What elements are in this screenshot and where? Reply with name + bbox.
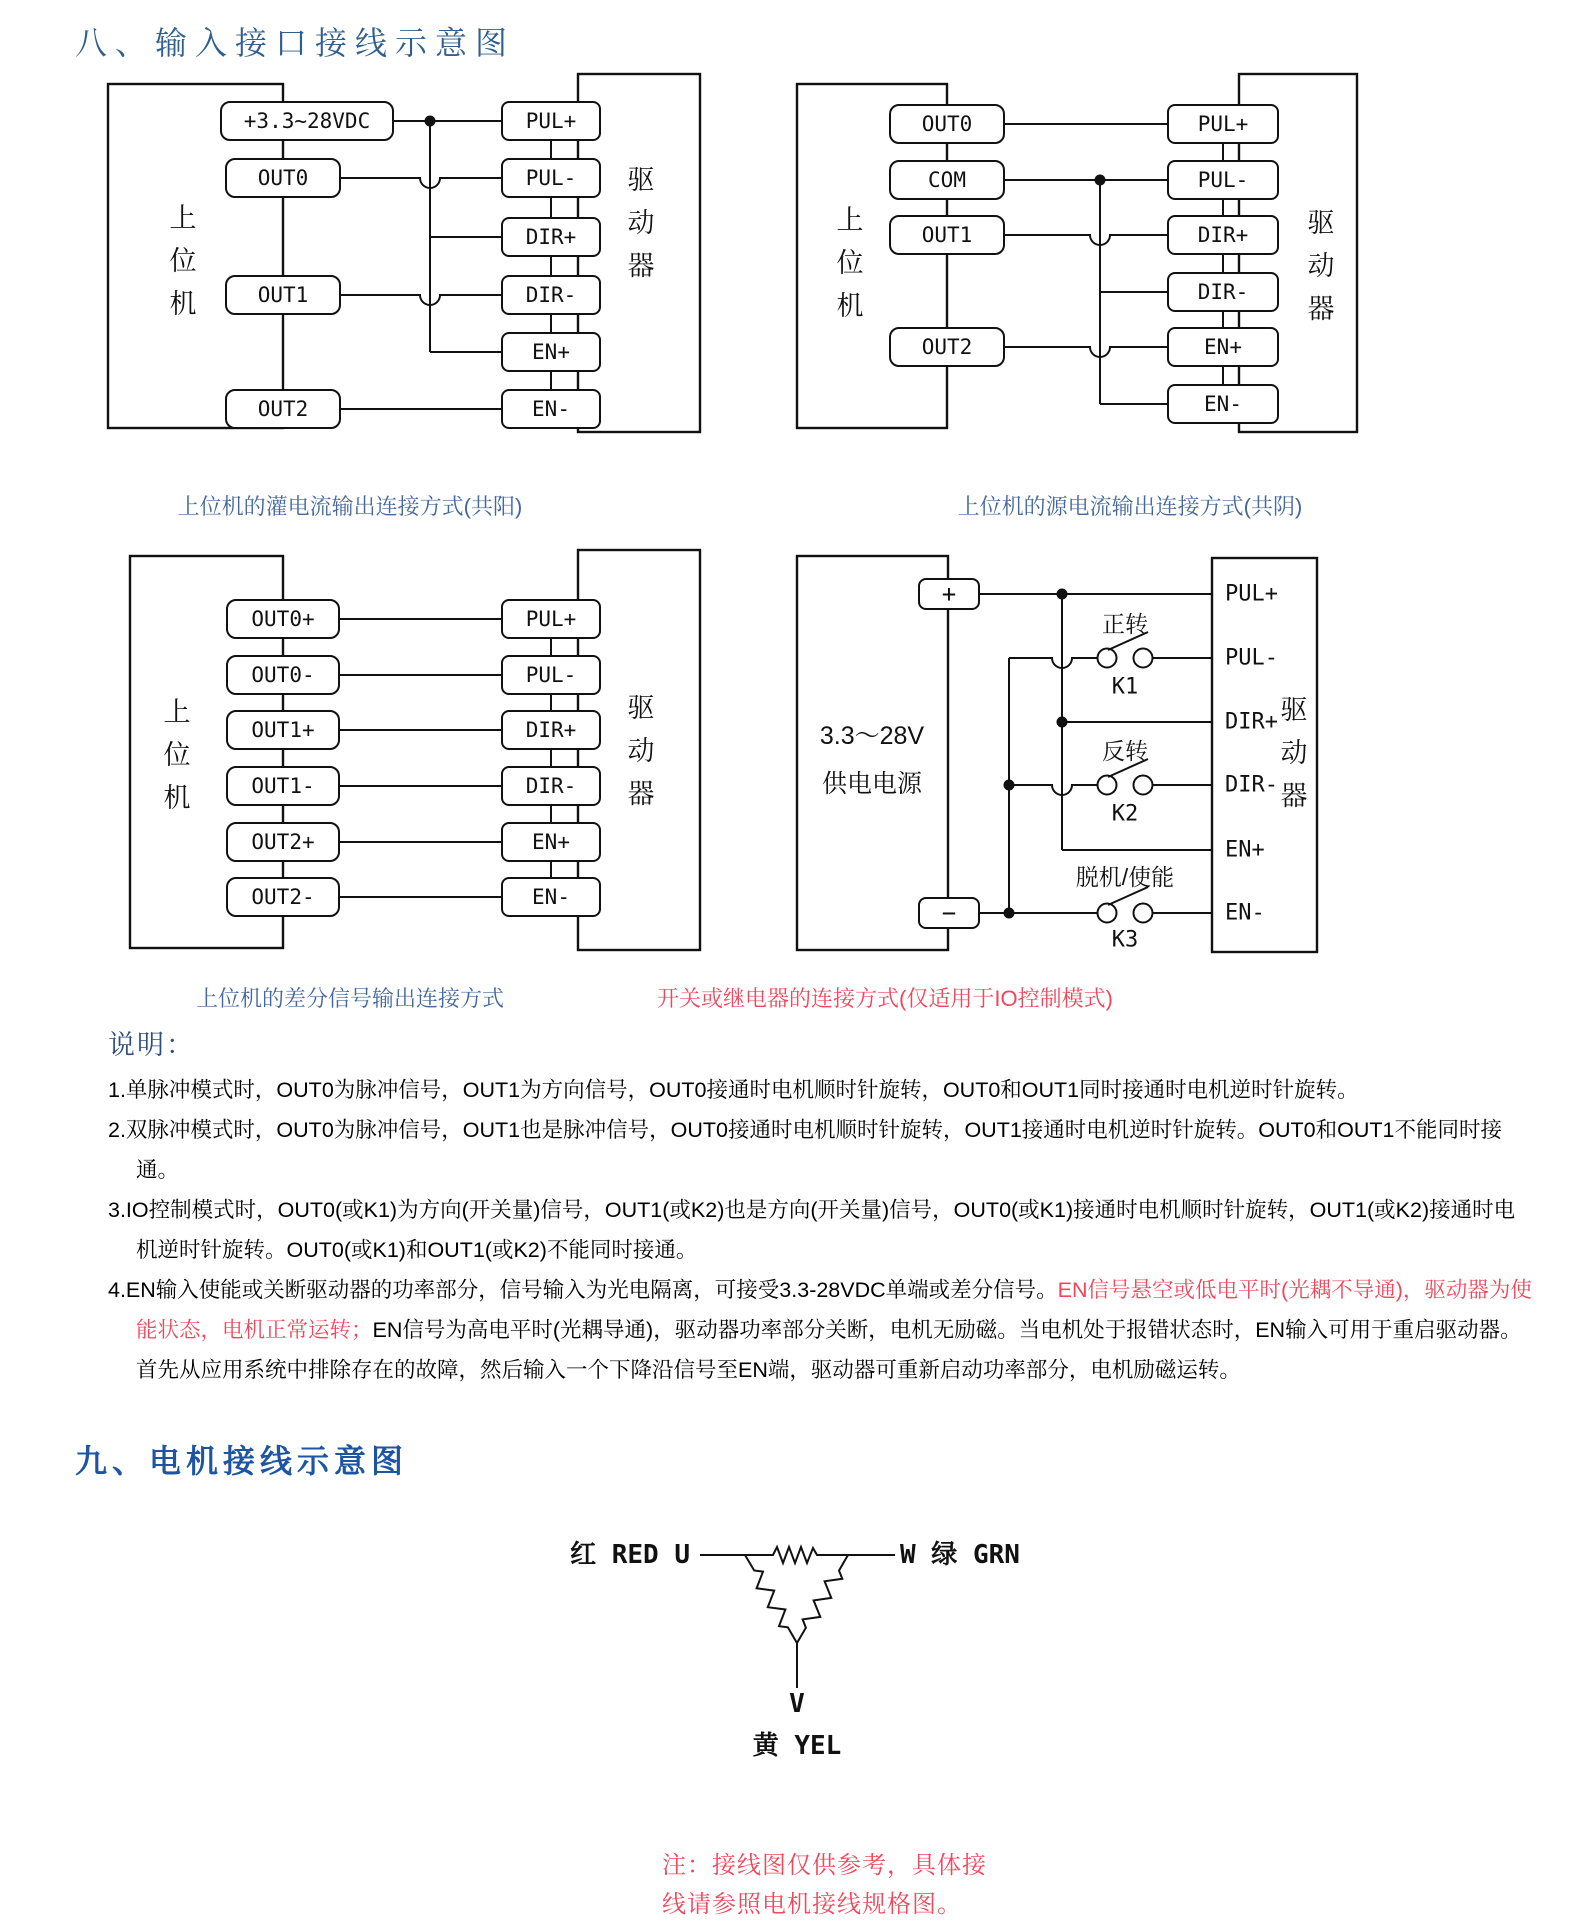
driver-pin-label: PUL- (1197, 168, 1249, 192)
driver-pin-label: DIR- (1197, 280, 1249, 304)
wire-hop (340, 178, 502, 188)
wire-hop (1009, 658, 1097, 668)
driver-pin-label: DIR- (525, 774, 577, 798)
driver-pin-label: EN+ (1204, 335, 1242, 359)
driver-pin-label: DIR+ (525, 225, 577, 249)
driver-pin-label: DIR- (1225, 772, 1278, 798)
driver-pin-label: PUL+ (525, 607, 577, 631)
switch-function-label: 正转 (1102, 611, 1148, 637)
host-label: 位 (169, 246, 197, 276)
switch-contact (1134, 904, 1153, 923)
driver-pin-label: PUL+ (1197, 112, 1249, 136)
motor-wiring-note (662, 1846, 1082, 1924)
power-supply-box (797, 556, 948, 950)
power-supply-label: 供电电源 (821, 770, 923, 798)
differential-output-wiring-diagram (100, 540, 720, 965)
sink-output-wiring-diagram (100, 60, 720, 440)
source-pin-label: OUT2 (921, 335, 973, 359)
plus-label: + (941, 580, 957, 608)
driver-label: 器 (627, 251, 655, 281)
lead-label-yellow-v: 黄 YEL (752, 1731, 842, 1761)
junction-dot (1057, 717, 1068, 728)
diagram-caption-switch: 开关或继电器的连接方式(仅适用于IO控制模式) (657, 986, 1113, 1011)
junction-dot (1004, 780, 1015, 791)
source-pin-label: OUT1- (251, 774, 315, 798)
switch-contact (1134, 649, 1153, 668)
diagram-caption-source: 上位机的源电流输出连接方式(共阴) (957, 494, 1303, 519)
switch-contact (1098, 649, 1117, 668)
driver-pin-label: DIR+ (525, 718, 577, 742)
section9-title: 九、电机接线示意图 (75, 1443, 409, 1479)
source-pin-label: OUT0- (251, 663, 315, 687)
host-label: 上 (169, 203, 197, 233)
notes-section (108, 1024, 1532, 1390)
source-pin-label: OUT2+ (251, 830, 315, 854)
host-label: 位 (836, 248, 864, 278)
switch-function-label: 脱机/使能 (1075, 864, 1175, 890)
source-pin-label: OUT2 (257, 397, 309, 421)
switch-function-label: 反转 (1102, 738, 1148, 764)
motor-note-line2: 线请参照电机接线规格图。 (662, 1891, 962, 1918)
driver-label: 动 (627, 736, 655, 766)
switch-contact (1098, 904, 1117, 923)
host-label: 上 (163, 697, 191, 727)
diagram-caption-differential: 上位机的差分信号输出连接方式 (195, 986, 504, 1011)
source-pin-label: OUT0+ (251, 607, 315, 631)
note-item-4-text-1: 4.EN输入使能或关断驱动器的功率部分，信号输入为光电隔离，可接受3.3-28VDC单端或差分信号。 (108, 1278, 1058, 1302)
junction-dot (425, 116, 436, 127)
note-item-4 (108, 1270, 1532, 1390)
source-pin-label: COM (928, 168, 966, 192)
driver-label: 器 (627, 779, 655, 809)
source-pin-label: OUT1+ (251, 718, 315, 742)
wire-hop (1004, 235, 1168, 245)
section8-title: 八、输入接口接线示意图 (75, 25, 516, 61)
host-label: 上 (836, 205, 864, 235)
terminal-label-v: V (789, 1689, 805, 1719)
minus-label: − (941, 899, 957, 927)
source-output-wiring-diagram (645, 60, 1365, 440)
driver-label: 驱 (1280, 695, 1308, 725)
host-label: 机 (163, 783, 191, 813)
source-pin-label: OUT0 (257, 166, 309, 190)
note-item-3: 3.IO控制模式时，OUT0(或K1)为方向(开关量)信号，OUT1(或K2)也是方向(开关量)信号，OUT0(或K1)接通时电机顺时针旋转，OUT1(或K2)接通时电机逆时针旋转。OUT0(或K1)和OUT1(或K2)不能同时接通。 (108, 1198, 1516, 1262)
motor-note-line1: 注：接线图仅供参考，具体接 (662, 1852, 987, 1879)
driver-label: 动 (1307, 251, 1335, 281)
source-pin-label: OUT2- (251, 885, 315, 909)
driver-pin-label: EN- (532, 885, 570, 909)
wire-hop (340, 295, 502, 305)
winding-w-v (797, 1555, 848, 1643)
driver-pin-label: EN- (1225, 900, 1265, 926)
source-pin-label: OUT1 (257, 283, 309, 307)
driver-label: 器 (1307, 294, 1335, 324)
note-item-2: 2.双脉冲模式时，OUT0为脉冲信号，OUT1也是脉冲信号，OUT0接通时电机顺时针旋转，OUT1接通时电机逆时针旋转。OUT0和OUT1不能同时接通。 (108, 1118, 1502, 1182)
driver-pin-label: PUL- (525, 663, 577, 687)
driver-label: 动 (627, 208, 655, 238)
driver-pin-label: EN- (1204, 392, 1242, 416)
note-item-4-text-2: EN信号为高电平时(光耦导通)，驱动器功率部分关断，电机无励磁。当电机处于报错状态时，EN输入可用于重启驱动器。首先从应用系统中排除存在的故障，然后输入一个下降沿信号至EN端，驱动器可重新启动功率部分，电机励磁运转。 (136, 1318, 1522, 1382)
diagram-caption-sink: 上位机的灌电流输出连接方式(共阳) (177, 494, 523, 519)
driver-pin-label: PUL+ (1225, 581, 1278, 607)
driver-label: 驱 (1307, 208, 1335, 238)
driver-pin-label: EN+ (532, 830, 570, 854)
switch-contact (1098, 776, 1117, 795)
host-label: 位 (163, 740, 191, 770)
driver-pin-label: DIR+ (1197, 223, 1249, 247)
switch-contact (1134, 776, 1153, 795)
driver-label: 驱 (627, 693, 655, 723)
driver-pin-label: PUL- (525, 166, 577, 190)
wire-hop (1004, 347, 1168, 357)
driver-pin-label: EN- (532, 397, 570, 421)
wire-hop (1009, 785, 1097, 795)
switch-name: K3 (1111, 927, 1139, 953)
winding-u-v (745, 1555, 797, 1643)
lead-label-red-u: 红 RED U (570, 1540, 690, 1570)
host-label: 机 (836, 291, 864, 321)
driver-pin-label: EN+ (532, 340, 570, 364)
note-item-4-red-text: EN信号悬空或低电平时(光耦不导通)，驱动器为使能状态，电机正常运转； (136, 1278, 1532, 1342)
driver-pin-label: PUL+ (525, 109, 577, 133)
note-item-1: 1.单脉冲模式时，OUT0为脉冲信号，OUT1为方向信号，OUT0接通时电机顺时针旋转，OUT0和OUT1同时接通时电机逆时针旋转。 (108, 1078, 1359, 1102)
source-pin-label: OUT0 (921, 112, 973, 136)
source-pin-label: OUT1 (921, 223, 973, 247)
junction-dot (1004, 908, 1015, 919)
switch-name: K1 (1111, 674, 1139, 700)
switch-relay-wiring-diagram (645, 540, 1365, 965)
motor-winding-diagram (430, 1528, 1050, 1778)
winding-u-w (700, 1547, 895, 1563)
driver-pin-label: DIR- (525, 283, 577, 307)
driver-label: 器 (1280, 781, 1308, 811)
notes-heading: 说明： (108, 1030, 195, 1060)
switch-name: K2 (1111, 801, 1139, 827)
junction-dot (1095, 175, 1106, 186)
driver-pin-label: DIR+ (1225, 709, 1278, 735)
winding-lines (700, 1547, 895, 1688)
power-supply-label: 3.3～28V (819, 722, 925, 750)
host-label: 机 (169, 289, 197, 319)
driver-pin-label: EN+ (1225, 837, 1265, 863)
junction-dot (1057, 589, 1068, 600)
lead-label-green-w: W 绿 GRN (900, 1540, 1020, 1570)
driver-label: 驱 (627, 165, 655, 195)
driver-label: 动 (1280, 738, 1308, 768)
driver-pin-label: PUL- (1225, 645, 1278, 671)
source-pin-label: +3.3~28VDC (243, 109, 371, 133)
